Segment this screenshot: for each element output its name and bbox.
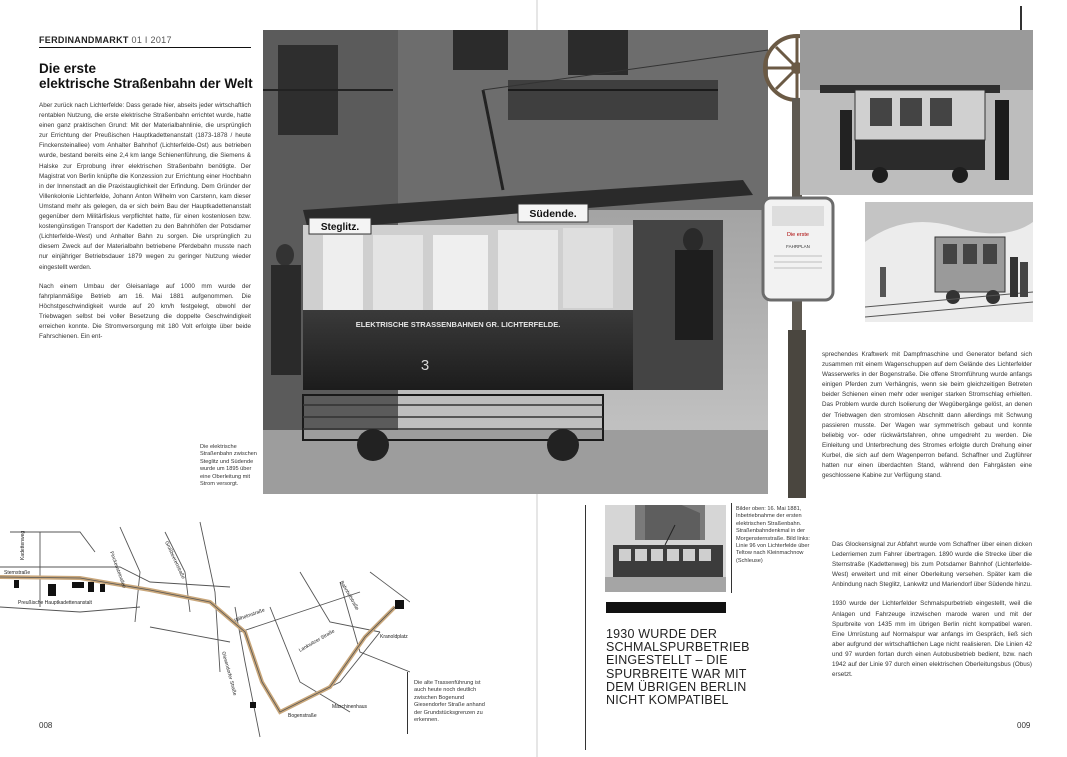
engraving-image: [865, 202, 1033, 322]
tram-photo: [263, 30, 768, 494]
pull-quote-bar: [606, 602, 726, 613]
photo-1881-image: [800, 30, 1033, 195]
magazine-header: [39, 35, 251, 48]
map-label-bogenstrasse: Bogenstraße: [288, 713, 317, 719]
stop-sign-body: FAHRPLAN: [786, 244, 810, 249]
map-label-giesendorfer: Giesendorfer Straße: [220, 650, 238, 697]
title-line-2: elektrische Straßenbahn der Welt: [39, 76, 253, 91]
route-map: [0, 512, 410, 747]
map-label-wilhelmstrasse: Wilhelmstraße: [233, 607, 266, 624]
quote-rule: [585, 505, 586, 750]
page-number-right: 009: [1017, 721, 1031, 730]
map-label-kranoldplatz: Kranoldplatz: [380, 634, 408, 640]
paragraph: 1930 wurde der Lichterfelder Schmalspurbetrieb eingestellt, weil die Anlagen und Fahrzeuge inzwischen marode waren und mit der Spurbreite von 1435 mm im übrigen Berlin nicht kompatibel waren. Eine Umrüstung auf Normalspur war anfangs im Gespräch, ließ sich aber aufgrund der wirtschaftlichen Lage nicht realisieren. Die Linien 42 und 97 wurden fortan durch einen Autobusbetrieb bedient, bzw. nach 1942 auf der Linie 97 durch einen elektrischen Oberleitungsbus (Obus) ersetzt.: [832, 600, 1032, 679]
map-label-finckenstein: Finckensteinallee: [108, 550, 127, 589]
map-label-gross: Großbeerenstraße: [163, 540, 187, 581]
caption-photos-right: Bilder oben: 16. Mai 1881, Inbetriebnahme der ersten elektrischen Straßenbahn. Straßenbahndenkmal in der Morgensternstraße. Bild links: Linie 96 von Lichterfelde über Teltow nach Kleinmachnow (Schleuse): [736, 506, 810, 564]
caption-tram-photo: Die elektrische Straßenbahn zwischen Steglitz und Südende wurde um 1895 über eine Oberleitung mit Strom versorgt.: [200, 444, 257, 488]
paragraph: Das Glockensignal zur Abfahrt wurde vom Schaffner über einen dicken Lederriemen zum Fahrer übertragen. 1890 wurde die Strecke über die Sternstraße (Kadettenweg) bis zum Potsdamer Bahnhof (Lichterfelde-West) erweitert und mit einer Oberleitung versehen. Später kam die Anbindung nach Steglitz, Lankwitz und Mariendorf über Südende hinzu.: [832, 541, 1032, 589]
map-label-bahnhofstrasse: Bahnhofstraße: [338, 580, 360, 612]
right-column-top-text: [822, 350, 1032, 490]
route-map-image: [0, 512, 410, 747]
paragraph: Nach einem Umbau der Gleisanlage auf 1000 mm wurde der fahrplanmäßige Betrieb am 16. Mai 1881 aufgenommen. Die Höchstgeschwindigkeit wurde auf 20 km/h festgelegt, obwohl der Triebwagen selbst bei voller Besetzung die doppelte Geschwindigkeit erreichen konnte. Die Stromversorgung mit 180 Volt erfolgte über beide Fahrschienen. Ein ent-: [39, 282, 251, 341]
map-label-lankwitzer: Lankwitzer Straße: [298, 628, 336, 654]
sign-steglitz: Steglitz.: [320, 222, 360, 233]
paragraph: sprechendes Kraftwerk mit Dampfmaschine und Generator befand sich zusammen mit einem Wagenschuppen auf dem Gelände des Lichterfelder Wasserwerks in der Bogenstraße. Die offene Stromführung wurde anfangs einigen Pferden zum Verhängnis, wenn sie beim gleichzeitigen Betreten beider Schienen einen mehr oder weniger starken Stromschlag erhielten. Das Problem wurde durch Isolierung der Wegübergänge gelöst, an denen der Triebwagen den stromlosen Abschnitt dann allerdings mit Schwung passieren musste. Der Wagen war symmetrisch gebaut und konnte beliebig vor- oder rückwärtsfahren, ohne umgedreht zu werden. Die Einleitung und Unterbrechung des Stromes erfolgte durch Drehung einer Kurbel, die sich auf dem Wagenperron befand. Schaffner und Zugführer hatten nur einen überdachten Stand, während den Fahrgästen eine geschlossene Kabine zur Verfügung stand.: [822, 351, 1032, 480]
engraving-photo: [865, 202, 1033, 322]
tram-number: 3: [420, 357, 430, 374]
tram-photo-image: [263, 30, 768, 494]
map-label-kadettenweg: Kadettenweg: [20, 530, 26, 560]
right-column-bottom-text: [832, 540, 1032, 689]
pull-quote: 1930 WURDE DER SCHMALSPURBETRIEB EINGESTELLT – DIE SPURBREITE WAR MIT DEM ÜBRIGEN BERLIN NICHT KOMPATIBEL: [606, 627, 750, 708]
photo-line-96-image: [605, 505, 726, 592]
caption-rule-right: [731, 503, 732, 593]
sign-suedende: Südende.: [529, 208, 577, 220]
map-label-anstalt: Preußische Hauptkadettenanstalt: [18, 600, 92, 606]
issue-number: 01 I 2017: [131, 35, 172, 45]
map-label-maschinenhaus: Maschinenhaus: [332, 704, 368, 710]
map-label-sternstrasse: Sternstraße: [4, 570, 31, 576]
title-line-1: Die erste: [39, 61, 97, 76]
stop-sign-title: Die erste: [786, 232, 810, 238]
photo-line-96: [605, 505, 726, 592]
photo-1881-tram: [800, 30, 1033, 195]
page-number-left: 008: [39, 721, 53, 730]
map-caption-rule: [407, 672, 408, 734]
article-title: [39, 61, 269, 91]
caption-map: Die alte Trassenführung ist auch heute noch deutlich zwischen Bogenund Giesendorfer Straße anhand der Grundstücksgrenzen zu erkennen.: [414, 680, 485, 724]
paragraph: Aber zurück nach Lichterfelde: Dass gerade hier, abseits jeder wirtschaftlich rentablen Nutzung, die erste elektrische Straßenbahn errichtet wurde, hatte einen ganz praktischen Grund: Mit der Materialbahnlinie, die ursprünglich zur Errichtung der Preußischen Hauptkadettenanstalt (1873-1878 / heute Finckensteinallee) vom Anhalter Bahnhof (Lichterfelde-Ost) aus betrieben wurde, bestand bereits eine 2,4 km lange Schienenführung, die Siemens & Halske zur Erprobung ihrer elektrischen Straßenbahn benötigte. Der Magistrat von Berlin knüpfte die Konzession zur Errichtung einer Hochbahn in der Innenstadt an die Praxistauglichkeit der Erfindung. Dem Gründer der Villenkolonie Lichterfelde, Johann Anton Wilhelm von Carstenn, kam dieser Umstand mehr als gelegen, da er sich beim Bau der Hauptkadettenanstalt gegenüber dem Militärfiskus verpflichtet hatte, für einen kostenlosen bzw. kostengünstigen Transport der Kadetten zu den Bahnhöfen der Potsdamer (Lichterfelde-West) und Anhalter Bahn zu sorgen. Die ursprünglich zu diesem Zweck auf der Materialbahn betriebene Pferdebahn musste nach nur einjähriger Betriebsdauer 1879 wegen zu geringer Nutzung wieder eingestellt werden.: [39, 102, 251, 271]
tram-side-lettering: ELEKTRISCHE STRASSENBAHNEN GR. LICHTERFELDE.: [355, 320, 561, 329]
left-column-text: [39, 101, 251, 351]
magazine-name: FERDINANDMARKT: [39, 35, 129, 45]
